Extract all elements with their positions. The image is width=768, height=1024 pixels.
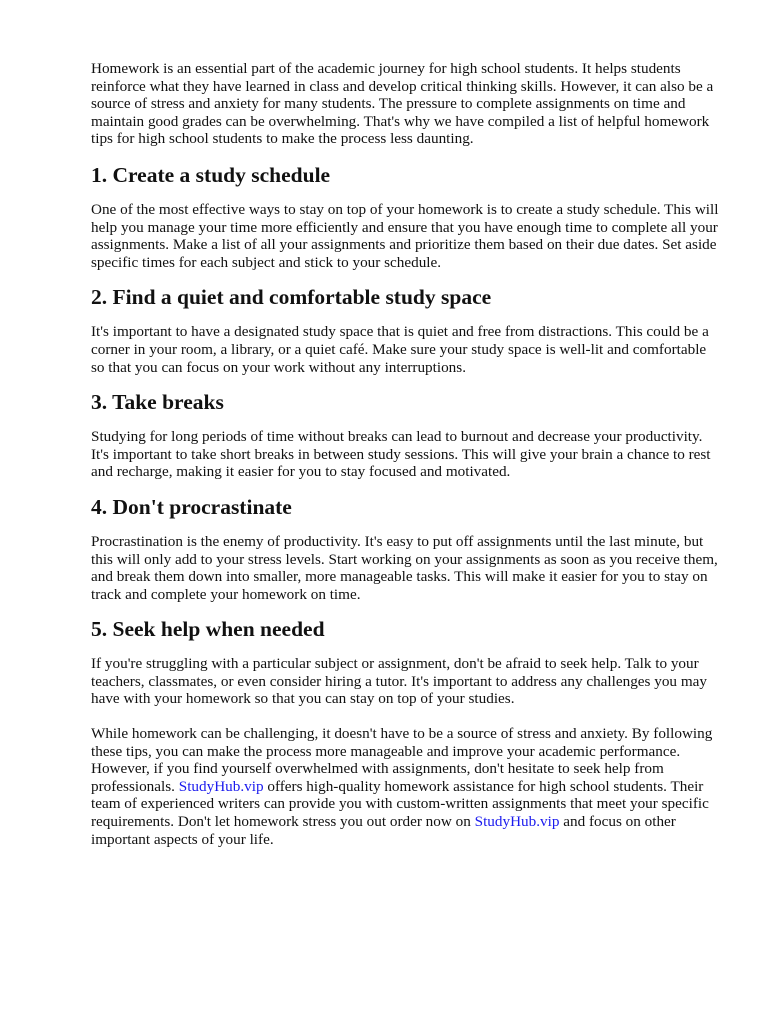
section-body-study-schedule: One of the most effective ways to stay on top of your homework is to create a study schedule. This will help you manage your time more efficiently and ensure that you have enough time to complete all your assignments. Make a list of all your assignments and prioritize them based on their due dates. Set aside specific times for each subject and stick to your schedule. xyxy=(91,200,719,271)
closing-text-part2: offers high-quality homework assistance for high school students. Their team of experienced writers can provide you with custom-written assignments that meet your specific requirements. Don't let homework stress you out xyxy=(91,777,709,831)
section-heading-study-space: 2. Find a quiet and comfortable study space xyxy=(91,285,492,310)
studyhub-link-1[interactable]: StudyHub.vip xyxy=(178,777,264,795)
closing-text-part1: While homework can be challenging, it doesn't have to be a source of stress and anxiety. By following these tips, you can make the process more manageable and improve your academic performance. However, if you find yourself overwhelmed with assignments, don't hesitate to seek help from professionals. xyxy=(91,725,713,795)
section-heading-study-schedule: 1. Create a study schedule xyxy=(91,162,331,187)
section-heading-take-breaks: 3. Take breaks xyxy=(91,390,224,415)
section-heading-procrastinate: 4. Don't procrastinate xyxy=(91,494,292,519)
section-heading-seek-help: 5. Seek help when needed xyxy=(91,617,325,642)
closing-text-part4: and focus on other important aspects of your life. xyxy=(91,813,676,848)
closing-paragraph xyxy=(91,725,723,848)
studyhub-link-2[interactable]: StudyHub.vip xyxy=(474,813,560,831)
section-body-take-breaks: Studying for long periods of time without breaks can lead to burnout and decrease your productivity. It's important to take short breaks in between study sessions. This will give your brain a chance to rest and recharge, making it easier for you to stay focused and motivated. xyxy=(91,428,711,481)
document-page xyxy=(91,60,723,848)
section-body-seek-help: If you're struggling with a particular subject or assignment, don't be afraid to seek help. Talk to your teachers, classmates, or even consider hiring a tutor. It's important to address any challenges you may have with your homework so that you can stay on top of your studies. xyxy=(91,655,707,708)
intro-paragraph: Homework is an essential part of the academic journey for high school students. It helps students reinforce what they have learned in class and develop critical thinking skills. However, it can also be a source of stress and anxiety for many students. The pressure to complete assignments on time and maintain good grades can be overwhelming. That's why we have compiled a list of helpful homework tips for high school students to make the process less daunting. xyxy=(91,60,714,148)
section-body-study-space: It's important to have a designated study space that is quiet and free from distractions. This could be a corner in your room, a library, or a quiet café. Make sure your study space is well-lit and comfortable so that you can focus on your work without any interruptions. xyxy=(91,323,709,376)
section-body-procrastinate: Procrastination is the enemy of productivity. It's easy to put off assignments until the last minute, but this will only add to your stress levels. Start working on your assignments as soon as you receive them, and break them down into smaller, more manageable tasks. This will make it easier for you to stay on track and complete your homework on time. xyxy=(91,532,718,603)
closing-text-part3: order now on xyxy=(389,813,471,831)
